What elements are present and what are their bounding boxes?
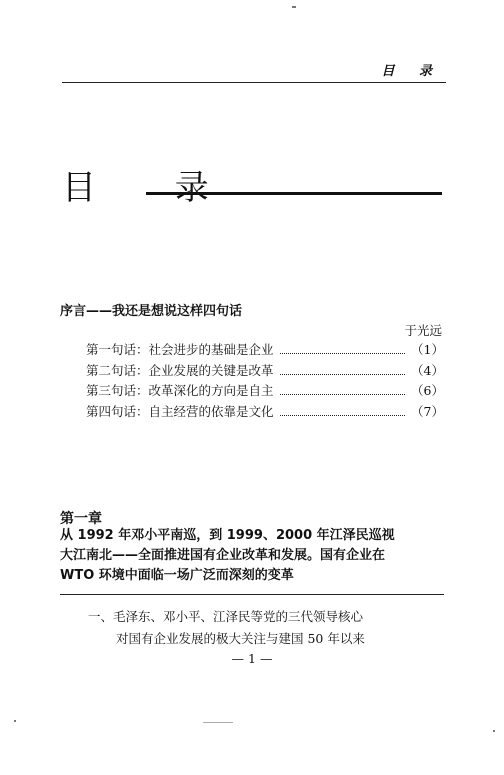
dot-leader — [280, 394, 406, 395]
running-head: 目 录 — [381, 64, 442, 79]
toc-title: 目 录 — [62, 168, 243, 208]
section-heading-line-1[interactable]: 一、毛泽东、邓小平、江泽民等党的三代领导核心 — [88, 609, 364, 624]
toc-entry-page: （6） — [411, 383, 444, 398]
toc-entries — [86, 340, 444, 422]
toc-entry[interactable] — [86, 361, 444, 382]
scan-speck — [493, 730, 495, 732]
page-number: — 1 — — [231, 651, 273, 666]
scan-speck — [203, 722, 233, 723]
dot-leader — [280, 353, 406, 354]
dot-leader — [280, 374, 406, 375]
toc-entry-label: 第四句话：自主经营的依靠是文化 — [86, 403, 274, 419]
toc-entry-page: （4） — [411, 362, 444, 378]
preface-author: 于光远 — [404, 323, 442, 338]
chapter-title[interactable]: 从 1992 年邓小平南巡，到 1999、2000 年江泽民巡视大江南北——全面推进国有企业改革和发展。国有企业在 WTO 环境中面临一场广泛而深刻的变革 — [60, 528, 395, 583]
chapter-label: 第一章 — [60, 511, 102, 527]
running-head-rule — [62, 82, 446, 83]
toc-title-rule — [146, 192, 442, 195]
scan-speck — [292, 6, 296, 8]
preface-heading[interactable]: 序言——我还是想说这样四句话 — [60, 304, 243, 319]
toc-entry[interactable] — [86, 340, 444, 361]
scan-speck — [14, 720, 16, 722]
toc-entry-page: （1） — [411, 342, 444, 357]
toc-entry-label: 第一句话：社会进步的基础是企业 — [86, 342, 274, 357]
chapter-rule — [60, 594, 444, 595]
section-heading-line-2: 对国有企业发展的极大关注与建国 50 年以来 — [116, 631, 365, 646]
toc-entry-page: （7） — [411, 403, 444, 419]
toc-entry-label: 第二句话：企业发展的关键是改革 — [86, 362, 274, 378]
toc-entry-label: 第三句话：改革深化的方向是自主 — [86, 383, 274, 398]
dot-leader — [280, 415, 406, 416]
toc-entry[interactable] — [86, 402, 444, 423]
toc-entry[interactable] — [86, 381, 444, 402]
